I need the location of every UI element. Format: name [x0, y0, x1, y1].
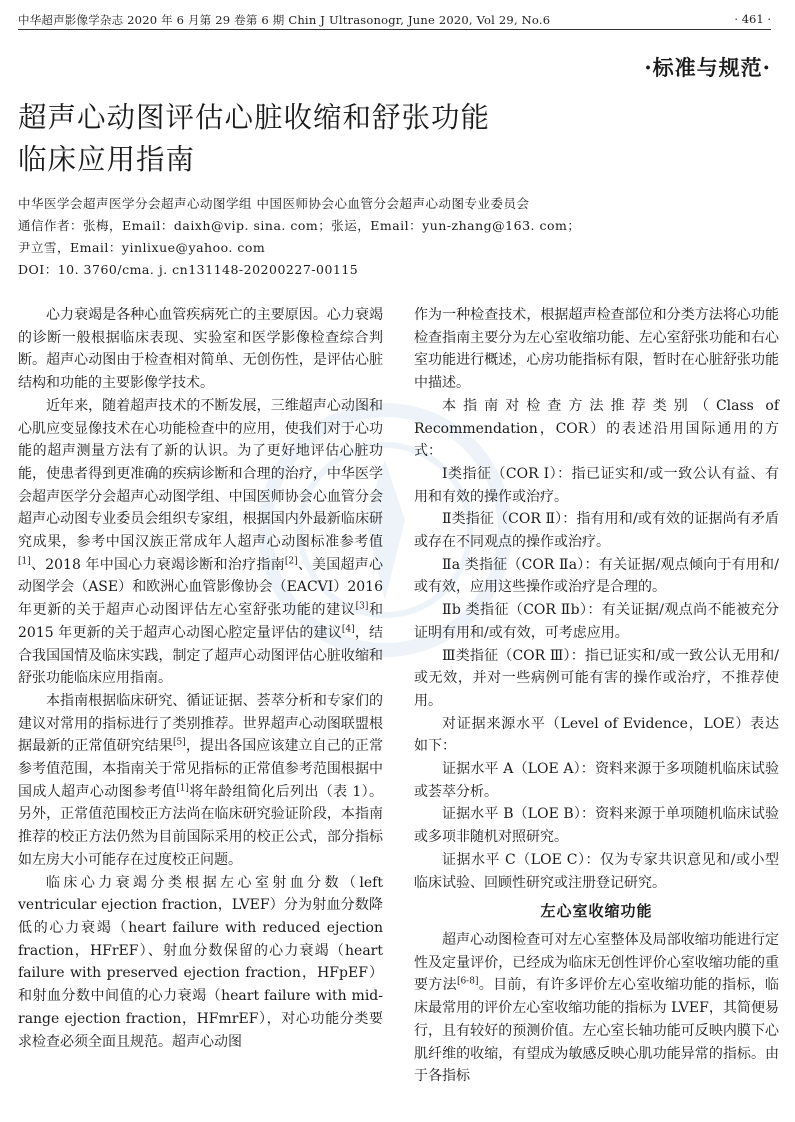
- paragraph: 本指南对检查方法推荐类别（Class of Recommendation，COR）的表述沿用国际通用的方式：: [414, 397, 779, 460]
- citation: [1]: [18, 556, 31, 567]
- header-rule: [18, 29, 771, 30]
- cor-class-2a: Ⅱa 类指征（COR Ⅱa）：有关证据/观点倾向于有用和/或有效，应用这些操作或治疗是合理的。: [414, 556, 779, 596]
- citation: [4]: [341, 624, 355, 635]
- paragraph-continued: 作为一种检查技术，根据超声检查部位和分类方法将心功能检查指南主要分为左心室收缩功能、左心室舒张功能和右心室功能进行概述，心房功能指标有限，暂时在心脏舒张功能中描述。: [414, 307, 779, 392]
- author-block: [18, 193, 778, 281]
- cor-class-2: Ⅱ类指征（COR Ⅱ）：指有用和/或有效的证据尚有矛盾或存在不同观点的操作或治疗。: [414, 511, 779, 551]
- citation: [6-8]: [456, 976, 479, 987]
- loe-b: 证据水平 B（LOE B）：资料来源于单项随机临床试验或多项非随机对照研究。: [414, 806, 779, 846]
- section-tag: ·标准与规范·: [644, 55, 771, 80]
- right-column: [414, 304, 779, 1088]
- citation: [1]: [176, 783, 189, 794]
- corresponding-authors-1: 通信作者：张梅，Email：daixh@vip. sina. com；张运，Email：yun-zhang@163. com；: [18, 218, 581, 233]
- title-line-1: 超声心动图评估心脏收缩和舒张功能: [18, 101, 491, 134]
- loe-a: 证据水平 A（LOE A）：资料来源于多项随机临床试验或荟萃分析。: [414, 761, 779, 800]
- title-line-2: 临床应用指南: [18, 143, 196, 176]
- journal-citation: 中华超声影像学杂志 2020 年 6 月第 29 卷第 6 期 Chin J Ultrasonogr, June 2020, Vol 29, No.6: [18, 13, 551, 27]
- paragraph: 本指南根据临床研究、循证证据、荟萃分析和专家们的建议对常用的指标进行了类别推荐。世界超声心动图联盟根据最新的正常值研究结果[5]，提出各国应该建立自己的正常参考值范围，本指南关于常见指标的正常值参考范围根据中国成人超声心动图参考值[1]将年龄组简化后列出（表 1）。另外，正常值范围校正方法尚在临床研究验证阶段，本指南推荐的校正方法仍然为目前国际采用的校正公式，部分指标如左房大小可能存在过度校正问题。: [18, 692, 384, 868]
- article-title: [18, 97, 578, 181]
- citation: [2]: [284, 556, 298, 567]
- citation: [3]: [355, 601, 369, 612]
- section-heading: 左心室收缩功能: [540, 902, 653, 921]
- paragraph: 对证据来源水平（Level of Evidence，LOE）表达如下：: [414, 715, 779, 755]
- cor-class-1: Ⅰ类指征（COR Ⅰ）：指已证实和/或一致公认有益、有用和有效的操作或治疗。: [414, 465, 779, 505]
- doi: DOI：10. 3760/cma. j. cn131148-20200227-00115: [18, 262, 359, 277]
- loe-c: 证据水平 C（LOE C）：仅为专家共识意见和/或小型临床试验、回顾性研究或注册登记研究。: [414, 851, 779, 891]
- cor-class-3: Ⅲ类指征（COR Ⅲ）：指已证实和/或一致公认无用和/或无效，并对一些病例可能有害的操作或治疗，不推荐使用。: [414, 647, 779, 709]
- paragraph: 临床心力衰竭分类根据左心室射血分数（left ventricular ejection fraction，LVEF）分为射血分数降低的心力衰竭（heart failure with reduced ejection fraction，HFrEF）、射血分数保留的心力衰竭（heart failure with preserved ejection fraction，HFpEF）和射血分数中间值的心力衰竭（heart failure with mid-range ejection fraction，HFmrEF），对心功能分类要求检查必须全面且规范。超声心动图: [18, 874, 383, 1050]
- paragraph: 近年来，随着超声技术的不断发展，三维超声心动图和心肌应变显像技术在心功能检查中的应用，使我们对于心功能的超声测量方法有了新的认识。为了更好地评估心脏功能，使患者得到更准确的疾病诊断和合理的治疗，中华医学会超声医学分会超声心动图学组、中国医师协会心血管分会超声心动图专业委员会组织专家组，根据国内外最新临床研究成果，参考中国汉族正常成年人超声心动图标准参考值[1]、2018 年中国心力衰竭诊断和治疗指南[2]、美国超声心动图学会（ASE）和欧洲心血管影像协会（EACVI）2016 年更新的关于超声心动图评估左心室舒张功能的建议[3]和 2015 年更新的关于超声心动图心腔定量评估的建议[4]，结合我国国情及临床实践，制定了超声心动图评估心脏收缩和舒张功能临床应用指南。: [18, 397, 384, 687]
- corresponding-authors-2: 尹立雪，Email：yinlixue@yahoo. com: [18, 240, 266, 255]
- author-orgs: 中华医学会超声医学分会超声心动图学组 中国医师协会心血管分会超声心动图专业委员会: [18, 196, 530, 211]
- left-column: [18, 304, 383, 1053]
- paragraph: 心力衰竭是各种心血管疾病死亡的主要原因。心力衰竭的诊断一般根据临床表现、实验室和医学影像检查综合判断。超声心动图由于检查相对简单、无创伤性，是评估心脏结构和功能的主要影像学技术。: [18, 307, 383, 392]
- cor-class-2b: Ⅱb 类指征（COR Ⅱb）：有关证据/观点尚不能被充分证明有用和/或有效，可考虑应用。: [414, 602, 779, 641]
- page-number: · 461 ·: [734, 12, 771, 26]
- citation: [5]: [173, 737, 186, 748]
- running-header: [18, 9, 771, 29]
- paragraph: 超声心动图检查可对左心室整体及局部收缩功能进行定性及定量评价，已经成为临床无创性评价心室收缩功能的重要方法[6-8]。目前，有许多评价左心室收缩功能的指标，临床最常用的评价左心室收缩功能的指标为 LVEF，其简便易行，且有较好的预测价值。左心室长轴功能可反映内膜下心肌纤维的收缩，有望成为敏感反映心肌功能异常的指标。由于各指标: [414, 931, 780, 1085]
